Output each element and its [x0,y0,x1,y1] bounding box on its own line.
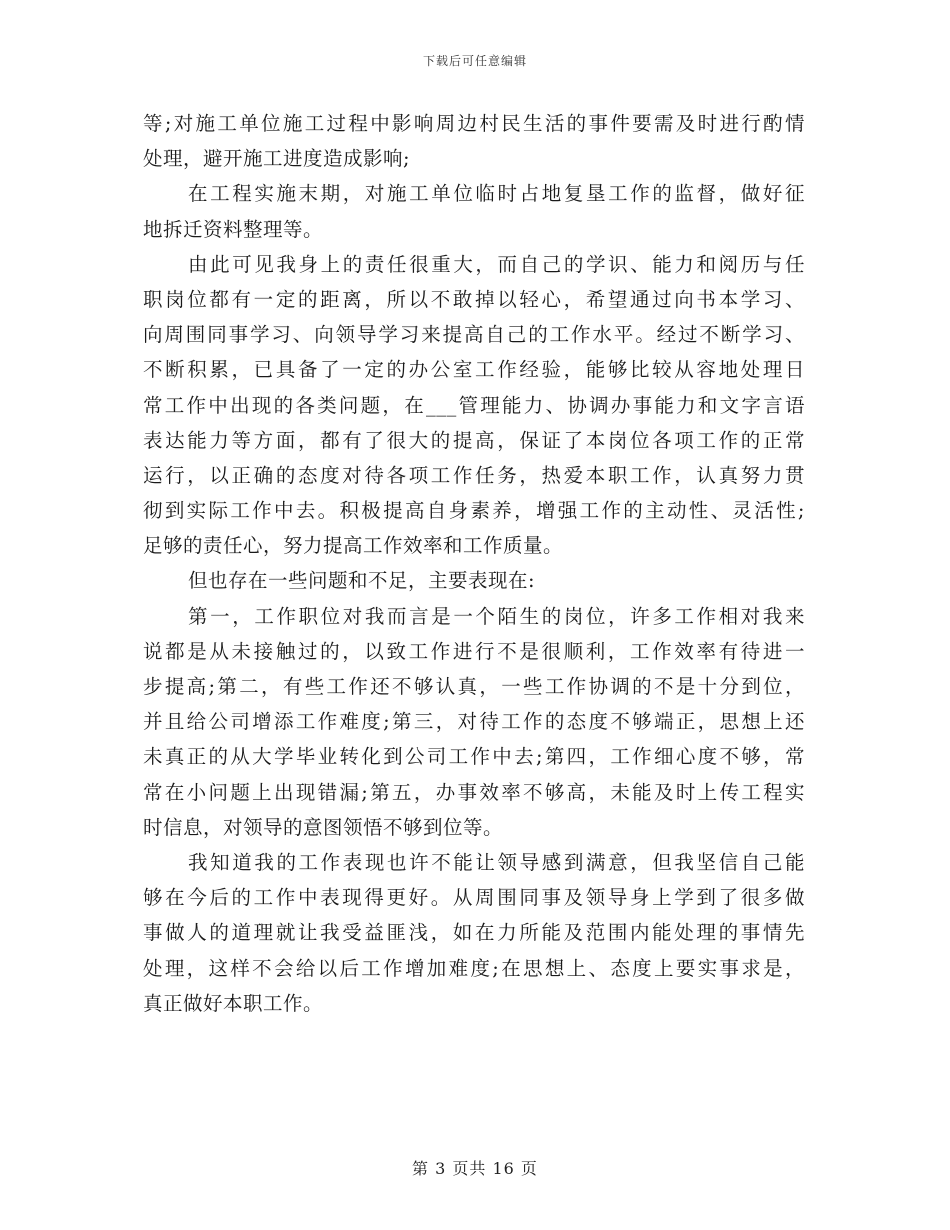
text-line: 运行，以正确的态度对待各项工作任务，热爱本职工作，认真努力贯 [143,463,805,487]
document-body [143,106,805,1021]
text-line: 向周围同事学习、向领导学习来提高自己的工作水平。经过不断学习、 [143,323,805,347]
text-line: 说都是从未接触过的，以致工作进行不是很顺利，工作效率有待进一 [143,639,805,663]
text-line: 职岗位都有一定的距离，所以不敢掉以轻心，希望通过向书本学习、 [143,287,805,311]
text-line: 时信息，对领导的意图领悟不够到位等。 [143,815,504,839]
text-line: 我知道我的工作表现也许不能让领导感到满意，但我坚信自己能 [188,850,805,874]
text-line: 并且给公司增添工作难度;第三，对待工作的态度不够端正，思想上还 [143,710,805,734]
text-line: 在工程实施末期，对施工单位临时占地复垦工作的监督，做好征 [188,182,805,206]
page-header: 下载后可任意编辑 [422,54,527,68]
text-line: 步提高;第二，有些工作还不够认真，一些工作协调的不是十分到位， [143,675,805,698]
text-line: 足够的责任心，努力提高工作效率和工作质量。 [143,534,564,558]
text-line: 常在小问题上出现错漏;第五，办事效率不够高，未能及时上传工程实 [143,780,805,804]
text-line: 不断积累，已具备了一定的办公室工作经验，能够比较从容地处理日 [143,358,805,382]
text-line: 处理，这样不会给以后工作增加难度;在思想上、态度上要实事求是， [143,956,805,980]
text-line: 彻到实际工作中去。积极提高自身素养，增强工作的主动性、灵活性; [143,499,805,523]
text-line: 处理，避开施工进度造成影响; [143,147,411,171]
text-line: 由此可见我身上的责任很重大，而自己的学识、能力和阅历与任 [188,252,805,276]
text-line: 表达能力等方面，都有了很大的提高，保证了本岗位各项工作的正常 [143,428,805,452]
text-line: 事做人的道理就让我受益匪浅，如在力所能及范围内能处理的事情先 [143,921,805,945]
text-line: 常工作中出现的各类问题，在___管理能力、协调办事能力和文字言语 [143,393,805,417]
text-line: 真正做好本职工作。 [143,991,324,1015]
text-line: 等;对施工单位施工过程中影响周边村民生活的事件要需及时进行酌情 [143,112,805,135]
page-number-footer: 第 3 页共 16 页 [412,1159,538,1178]
text-line: 第一，工作职位对我而言是一个陌生的岗位，许多工作相对我来 [188,604,805,628]
text-line: 未真正的从大学毕业转化到公司工作中去;第四，工作细心度不够，常 [143,745,805,769]
text-line: 够在今后的工作中表现得更好。从周围同事及领导身上学到了很多做 [143,886,805,910]
text-line: 但也存在一些问题和不足，主要表现在: [188,569,536,593]
text-line: 地拆迁资料整理等。 [143,217,324,241]
